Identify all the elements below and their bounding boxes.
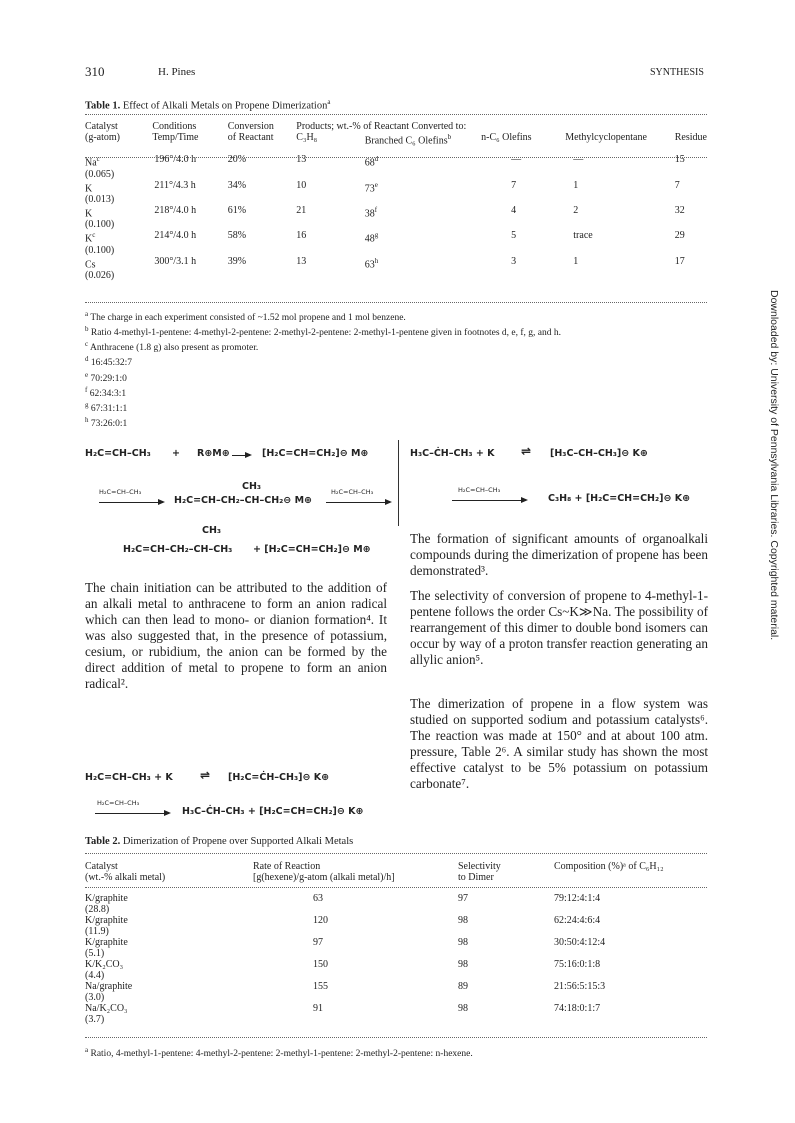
t1-conditions: 196°/4.0 h [154,154,197,166]
table2-top-rule [85,853,707,854]
table2 [85,861,707,1025]
t1-nc6: 3 [511,255,517,267]
t2-catalyst [85,1003,253,1025]
t2-catalyst-name: K/graphite [85,893,128,904]
t1-h-conditions: Conditions [152,121,197,132]
table1 [85,121,707,281]
t1-catalyst-name: Na [85,157,97,169]
table1-head-row-bottom [85,132,707,146]
table1-footnote [85,354,707,369]
t1-c3h8: 21 [296,204,307,216]
t2-catalyst [85,915,253,937]
table2-head-rule [85,887,707,888]
t1-catalyst-amount: (0.100) [85,219,115,231]
t1-h-temp-time: Temp/Time [152,132,199,143]
t1-branched-sup: d [374,155,379,164]
t2-h-selectivity: Selectivity [458,861,501,872]
t1-branched [347,256,481,281]
t2-rate: 150 [313,959,328,970]
t1-residue: 17 [674,255,685,267]
t1-nc6: — [511,154,522,166]
t2-catalyst-amount: (28.8) [85,904,110,915]
t1-nc6: 5 [511,230,517,242]
t1-h-branched-text: Branched C₆ Olefins [364,135,448,147]
footnote-text: 62:34:3:1 [89,388,127,399]
scheme1-initiator: R⊕M⊕ [197,448,230,459]
footnote-text: 67:31:1:1 [90,404,128,415]
t2-catalyst-name: K/K₂CO₃ [85,959,124,970]
scheme3-products: C₃H₈ + [H₂C=CH=CH₂]⊖ K⊕ [548,493,691,504]
t1-catalyst-sup: c [92,231,96,240]
t2-catalyst-name: Na/graphite [85,981,133,992]
t1-mcp: 1 [573,255,579,267]
t2-selectivity: 98 [458,915,468,926]
t1-nc6: 4 [511,204,517,216]
scheme2-product: [H₂C=ĊH–CH₃]⊖ K⊕ [228,772,330,783]
t2-composition: 75:16:0:1:8 [554,959,601,970]
scheme1-plus: + [172,448,180,459]
footnote-mark: h [85,416,89,425]
t2-h-rate: Rate of Reaction [253,861,321,872]
left-paragraph-1: The chain initiation can be attributed to the addition of an alkali metal to anthracene to form an anion radical which can then lead to mono- or dianion formation⁴. It was also suggested that, in the presence of potassium, cesium, or rubidium, the anion can be formed by the direct addition of metal to propene to form an anion radical². [85,580,387,691]
t1-residue: 32 [674,204,685,216]
scheme2-equilibrium-icon: ⇌ [200,768,211,782]
footnote-mark: c [85,340,89,349]
running-author: H. Pines [158,66,196,78]
download-notice [768,290,782,810]
t1-h-catalyst: Catalyst [85,121,118,132]
table1-row [85,230,707,255]
t2-catalyst-name: K/graphite [85,937,128,948]
table2-caption-label: Table 2. [85,836,121,847]
t1-conversion: 20% [227,154,247,166]
footnote-text: 70:29:1:0 [90,373,127,384]
table1-footnote [85,370,707,385]
t2-h-rate-unit: [g(hexene)/g-atom (alkali metal)/h] [253,872,395,883]
scheme1-arrow-2 [99,502,163,503]
table2-row [85,959,707,981]
table2-footnote [85,1045,707,1060]
table2-row [85,1003,707,1025]
t1-h-nc6: n-C₆ Olefins [481,132,532,143]
t1-h-mcp: Methylcyclopentane [565,132,647,143]
table1-footnote [85,400,707,415]
t1-residue: 29 [674,230,685,242]
t1-conversion: 39% [227,255,247,267]
t2-composition: 62:24:4:6:4 [554,915,601,926]
t2-catalyst-amount: (3.0) [85,992,105,1003]
t1-catalyst-amount: (0.100) [85,244,115,256]
footnote-mark: e [85,370,89,379]
t2-catalyst-name: Na/K₂CO₃ [85,1003,128,1014]
t2-selectivity: 97 [458,893,468,904]
scheme1-arrow-3 [326,502,390,503]
footnote-mark: d [85,355,89,364]
table1-head-rule [85,157,707,158]
t2-catalyst-amount: (5.1) [85,948,105,959]
scheme1-reactant: H₂C=CH–CH₃ [85,448,151,459]
t1-conversion: 34% [227,179,247,191]
t2-selectivity: 98 [458,1003,468,1014]
t1-branched [347,205,481,230]
scheme1-reagent-2: H₂C=CH–CH₃ [331,488,374,496]
t2-rate: 63 [313,893,323,904]
t2-catalyst [85,959,253,981]
t2-catalyst-amount: (11.9) [85,926,109,937]
t2-catalyst [85,937,253,959]
t2-rate: 97 [313,937,323,948]
footnote-text: 16:45:32:7 [90,358,133,369]
t2-selectivity: 98 [458,937,468,948]
scheme-column-divider [398,440,399,526]
t1-catalyst [85,154,152,179]
table1-caption [85,98,330,112]
scheme3-equilibrium-icon: ⇌ [521,444,532,458]
t1-residue: 15 [674,154,685,166]
t1-catalyst [85,256,152,281]
t1-catalyst-amount: (0.013) [85,193,115,205]
t1-catalyst [85,230,152,255]
table1-footnote [85,309,707,324]
scheme3-arrow [452,500,526,501]
table2-footnote-text: Ratio, 4-methyl-1-pentene: 4-methyl-2-pentene: 2-methyl-1-pentene: 2-methyl-2-pentene: n-hexene. [90,1049,473,1060]
table2-row [85,893,707,915]
table1-top-rule [85,114,707,115]
right-paragraph-1: The formation of significant amounts of organoalkali compounds during the dimerization of propene has been demonstrated³. [410,531,708,578]
t1-branched-sup: f [374,205,378,214]
table1-caption-sup: a [327,98,331,106]
table2-head-row-top [85,861,707,872]
t2-selectivity: 89 [458,981,468,992]
t1-catalyst-name: Cs [85,258,96,270]
t1-c3h8: 10 [296,179,307,191]
t2-composition: 21:56:5:15:3 [554,981,606,992]
table2-head-row-bottom [85,872,707,883]
download-notice-text: Downloaded by: University of Pennsylvania Libraries. Copyrighted material. [768,290,780,641]
table1-row [85,205,707,230]
t1-conditions: 218°/4.0 h [154,204,197,216]
table2-caption-text: Dimerization of Propene over Supported Alkali Metals [120,836,354,847]
t1-c3h8: 13 [296,154,307,166]
t1-nc6: 7 [511,179,517,191]
t1-branched-value: 68 [364,157,375,169]
scheme3-product: [H₃C–CH–CH₃]⊖ K⊕ [550,448,648,459]
t2-composition: 79:12:4:1:4 [554,893,601,904]
t1-mcp: 2 [573,204,579,216]
table1-caption-text: Effect of Alkali Metals on Propene Dimerization [120,100,328,112]
t1-c3h8: 16 [296,230,307,242]
t1-branched-sup: h [374,256,379,265]
table1-row [85,154,707,179]
t1-branched-value: 48 [364,233,375,245]
t1-h-c3h8: C₃H₈ [296,132,318,143]
footnote-text: Ratio 4-methyl-1-pentene: 4-methyl-2-pentene: 2-methyl-2-pentene: 2-methyl-1-pentene given in footnotes d, e, f, g, and h. [90,328,561,339]
scheme1-ch3-b: CH₃ [202,525,222,536]
table2-row [85,981,707,1003]
table1-footnotes [85,309,707,430]
t1-conversion: 61% [227,204,247,216]
t2-h-to-dimer: to Dimer [458,872,494,883]
t1-h-conversion: Conversion [227,121,274,132]
t2-selectivity: 98 [458,959,468,970]
t2-h-alkali: (wt.-% alkali metal) [85,872,166,883]
footnote-text: 73:26:0:1 [90,419,128,430]
t2-catalyst-name: K/graphite [85,915,128,926]
table2-row [85,937,707,959]
t1-branched-value: 38 [364,208,375,220]
scheme2-reagent: H₂C=CH–CH₃ [97,799,140,807]
footnote-mark: g [85,400,89,409]
t1-catalyst [85,180,152,205]
table1-footnote [85,385,707,400]
t1-conversion: 58% [227,230,247,242]
right-paragraph-3: The dimerization of propene in a flow system was studied on supported sodium and potassium catalysts⁶. The reaction was made at 150° and at about 100 atm. pressure, Table 2⁶. A similar study has shown the most effective catalyst to be 5% potassium on potassium carbonate⁷. [410,696,708,791]
t1-catalyst-amount: (0.065) [85,168,115,180]
t2-rate: 155 [313,981,328,992]
t1-branched-value: 63 [364,258,375,270]
scheme1-intermediate: H₂C=CH–CH₂–CH–CH₂⊖ M⊕ [174,495,312,506]
t1-mcp: trace [573,230,593,242]
t1-c3h8: 13 [296,255,307,267]
scheme2-reactants: H₂C=CH–CH₃ + K [85,772,173,783]
t2-rate: 91 [313,1003,323,1014]
t1-branched-value: 73 [364,182,375,194]
t1-h-products: Products; wt.-% of Reactant Converted to: [296,121,467,132]
t1-h-branched [347,132,481,146]
table1-row [85,180,707,205]
table1-row [85,256,707,281]
t1-branched-sup: e [374,180,378,189]
scheme1-arrow-1 [232,455,250,456]
footnote-mark: b [85,325,89,334]
t1-h-residue: Residue [674,132,707,143]
scheme2-products: H₃C–ĊH–CH₃ + [H₂C=CH=CH₂]⊖ K⊕ [182,806,364,817]
scheme1-reagent-1: H₂C=CH–CH₃ [99,488,142,496]
footnote-text: The charge in each experiment consisted of ~1.52 mol propene and 1 mol benzene. [90,313,406,324]
scheme1-allyl-anion: [H₂C=CH=CH₂]⊖ M⊕ [262,448,369,459]
scheme1-ch3-a: CH₃ [242,481,262,492]
t1-branched-sup: g [374,231,379,240]
t1-catalyst-sup: c [96,155,100,164]
t1-conditions: 211°/4.3 h [154,179,196,191]
t2-catalyst [85,981,253,1003]
t2-rate: 120 [313,915,328,926]
t1-h-of-reactant: of Reactant [227,132,274,143]
table2-row [85,915,707,937]
t1-branched [347,230,481,255]
t2-composition: 30:50:4:12:4 [554,937,606,948]
table1-caption-label: Table 1. [85,100,121,112]
table2-footnote-mark: a [85,1046,89,1054]
t2-h-catalyst: Catalyst [85,861,118,872]
footnote-mark: f [85,385,88,394]
t1-catalyst [85,205,152,230]
footnote-text: Anthracene (1.8 g) also present as promoter. [89,343,259,354]
t1-h-branched-sup: b [447,133,452,141]
t1-catalyst-name: K [85,182,93,194]
t1-conditions: 300°/3.1 h [154,255,197,267]
t2-catalyst-amount: (3.7) [85,1014,105,1025]
t1-residue: 7 [674,179,680,191]
table1-footnote [85,324,707,339]
scheme2-arrow [95,813,169,814]
t2-catalyst [85,893,253,915]
table1-head-row-top [85,121,707,132]
t2-composition: 74:18:0:1:7 [554,1003,601,1014]
scheme3-reactants: H₃C–ĊH–CH₃ + K [410,448,495,459]
table2-caption [85,836,353,847]
table2-bottom-rule [85,1037,707,1038]
t1-h-g-atom: (g-atom) [85,132,120,143]
t1-catalyst-amount: (0.026) [85,269,115,281]
t2-h-composition: Composition (%)ᵃ of C₆H₁₂ [554,861,664,872]
t1-catalyst-name: K [85,233,93,245]
table1-footnote [85,415,707,430]
t1-mcp: 1 [573,179,579,191]
scheme3-reagent: H₂C=CH–CH₃ [458,486,501,494]
scheme1-product-anion: + [H₂C=CH=CH₂]⊖ M⊕ [253,544,371,555]
journal-name: SYNTHESIS [650,67,704,78]
t1-catalyst-name: K [85,208,93,220]
table1-bottom-rule [85,302,707,303]
table1-footnote [85,339,707,354]
t1-branched [347,154,481,179]
right-paragraph-2: The selectivity of conversion of propene to 4-methyl-1-pentene follows the order Cs~K≫Na. The possibility of rearrangement of this dimer to double bond isomers can occur by way of a proton transfer reaction generating an allylic anion⁵. [410,588,708,667]
scheme1-product: H₂C=CH–CH₂–CH–CH₃ [123,544,233,555]
t2-catalyst-amount: (4.4) [85,970,105,981]
footnote-mark: a [85,310,89,318]
t1-conditions: 214°/4.0 h [154,230,197,242]
t2-h-empty [554,872,707,883]
t1-branched [347,180,481,205]
t1-mcp: — [573,154,584,166]
page-number: 310 [85,64,105,79]
